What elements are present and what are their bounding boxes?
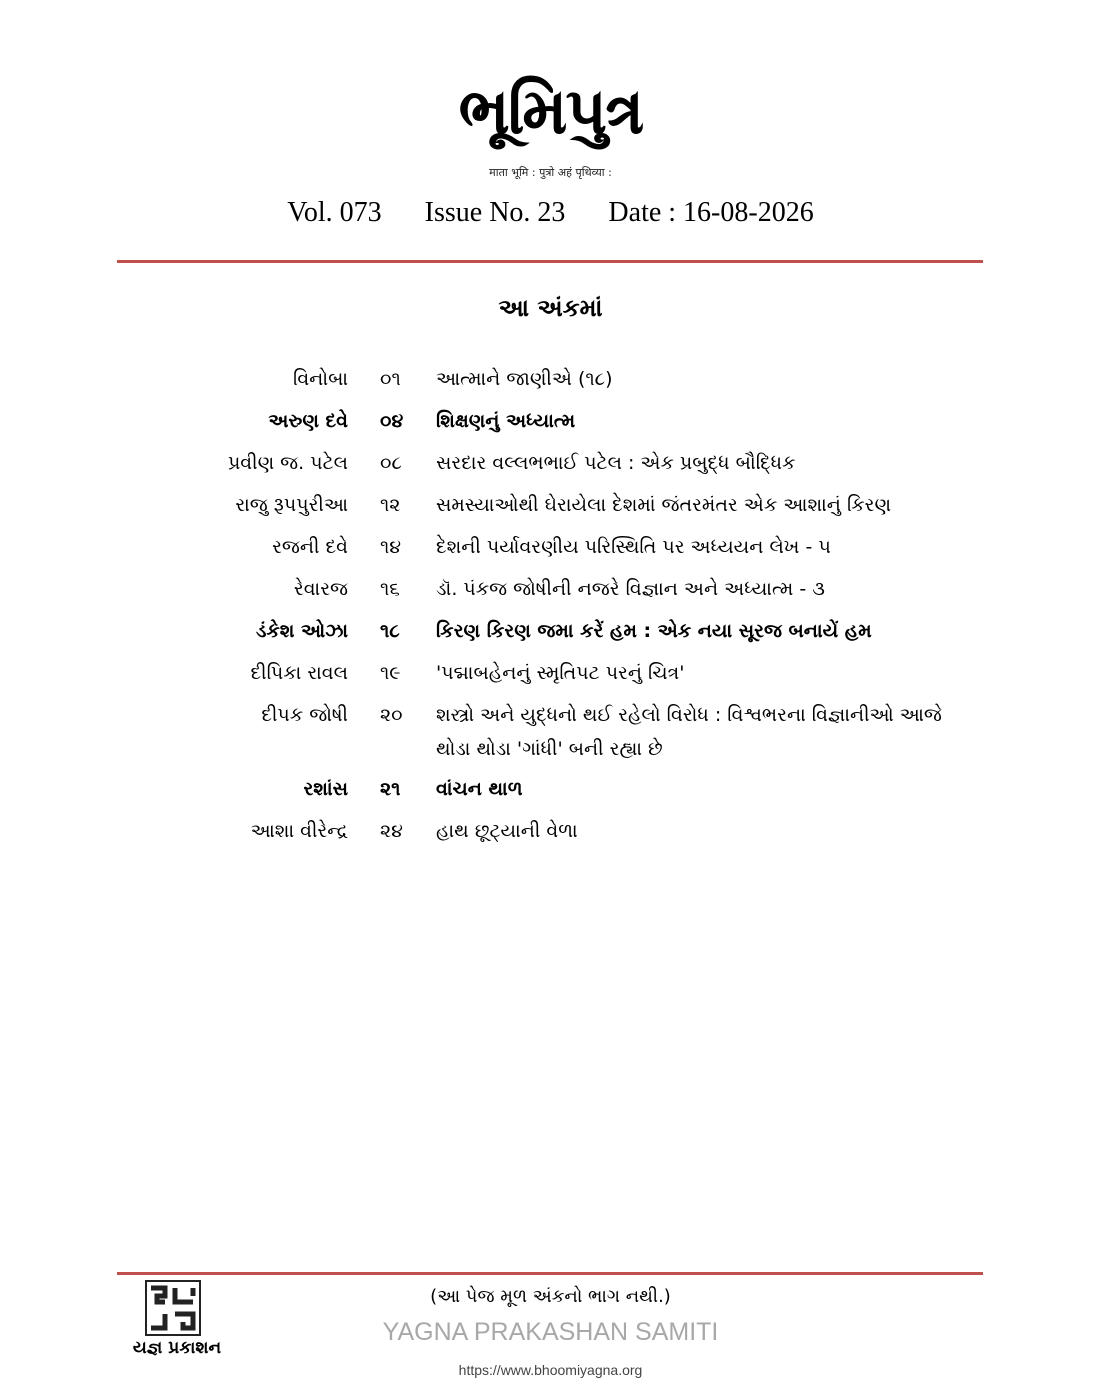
toc-page: ૧૨ (380, 494, 401, 516)
toc-page: ૨૪ (380, 820, 403, 842)
toc-author: અરુણ દવે (268, 410, 348, 432)
footer-note: (આ પેજ મૂળ અંકનો ભાગ નથી.) (430, 1286, 671, 1307)
toc-author: રશાંસ (303, 778, 348, 800)
toc-page: ૦૮ (380, 452, 402, 474)
masthead-tagline: माता भूमि : पुत्रो अहं पृथिव्या : (489, 166, 612, 179)
volume-number: Vol. 073 (287, 197, 382, 228)
footer-divider (117, 1272, 983, 1275)
toc-author: રેવારજ (293, 578, 348, 600)
contents-heading: આ અંકમાં (498, 294, 603, 322)
toc-page: ૨૧ (380, 778, 401, 800)
toc-title: શિક્ષણનું અધ્યાત્મ (436, 410, 576, 432)
toc-title: શસ્ત્રો અને યુદ્ધનો થઈ રહેલો વિરોધ : વિશ્વભરના વિજ્ઞાનીઓ આજે થોડા થોડા 'ગાંધી' બની રહ્યા છે (436, 704, 942, 760)
issue-number: Issue No. 23 (424, 197, 566, 228)
publisher-name: યજ્ઞ પ્રકાશન (132, 1338, 222, 1358)
toc-author: રજની દવે (272, 536, 348, 558)
issue-date: Date : 16-08-2026 (608, 197, 814, 228)
toc-author: દીપક જોષી (261, 704, 348, 726)
toc-title: વાંચન થાળ (436, 778, 523, 800)
toc-title: હાથ છૂટ્યાની વેળા (436, 820, 578, 842)
toc-title: 'પદ્માબહેનનું સ્મૃતિપટ પરનું ચિત્ર' (436, 662, 685, 684)
toc-page: ૨૦ (380, 704, 403, 726)
toc-author: દીપિકા રાવલ (250, 662, 348, 684)
website-link[interactable]: https://www.bhoomiyagna.org (458, 1362, 643, 1378)
toc-page: ૧૪ (380, 536, 402, 558)
toc-title: આત્માને જાણીએ (૧૮) (436, 368, 613, 390)
toc-author: ડંકેશ ઓઝા (255, 620, 348, 642)
masthead (0, 74, 1101, 149)
toc-title: સમસ્યાઓથી ઘેરાયેલા દેશમાં જંતરમંતર એક આશાનું કિરણ (436, 494, 892, 516)
header-divider (117, 260, 983, 263)
toc-page: ૧૮ (380, 620, 400, 642)
organization-name: YAGNA PRAKASHAN SAMITI (382, 1318, 719, 1346)
toc-author: પ્રવીણ જ. પટેલ (227, 452, 348, 474)
magazine-logo: ભૂમિપુત્ર (458, 74, 643, 149)
toc-page: ૦૪ (380, 410, 404, 432)
toc-title: કિરણ કિરણ જમા કરેં હમ : એક નયા સૂરજ બનાયેં હમ (436, 620, 872, 642)
toc-title: દેશની પર્યાવરણીય પરિસ્થિતિ પર અધ્યયન લેખ - ૫ (436, 536, 831, 558)
toc-title: ડૉ. પંકજ જોષીની નજરે વિજ્ઞાન અને અધ્યાત્મ - ૩ (436, 578, 825, 600)
toc-author: વિનોબા (293, 368, 348, 390)
toc-page: ૧૯ (380, 662, 401, 684)
toc-page: ૦૧ (380, 368, 401, 390)
toc-author: આશા વીરેન્દ્ર (250, 820, 348, 842)
toc-author: રાજુ રૂપપુરીઆ (235, 494, 348, 516)
toc-page: ૧૬ (380, 578, 400, 600)
issue-info (0, 197, 1101, 229)
toc-title: સરદાર વલ્લભભાઈ પટેલ : એક પ્રબુદ્ધ બૌદ્ધિક (436, 452, 796, 474)
